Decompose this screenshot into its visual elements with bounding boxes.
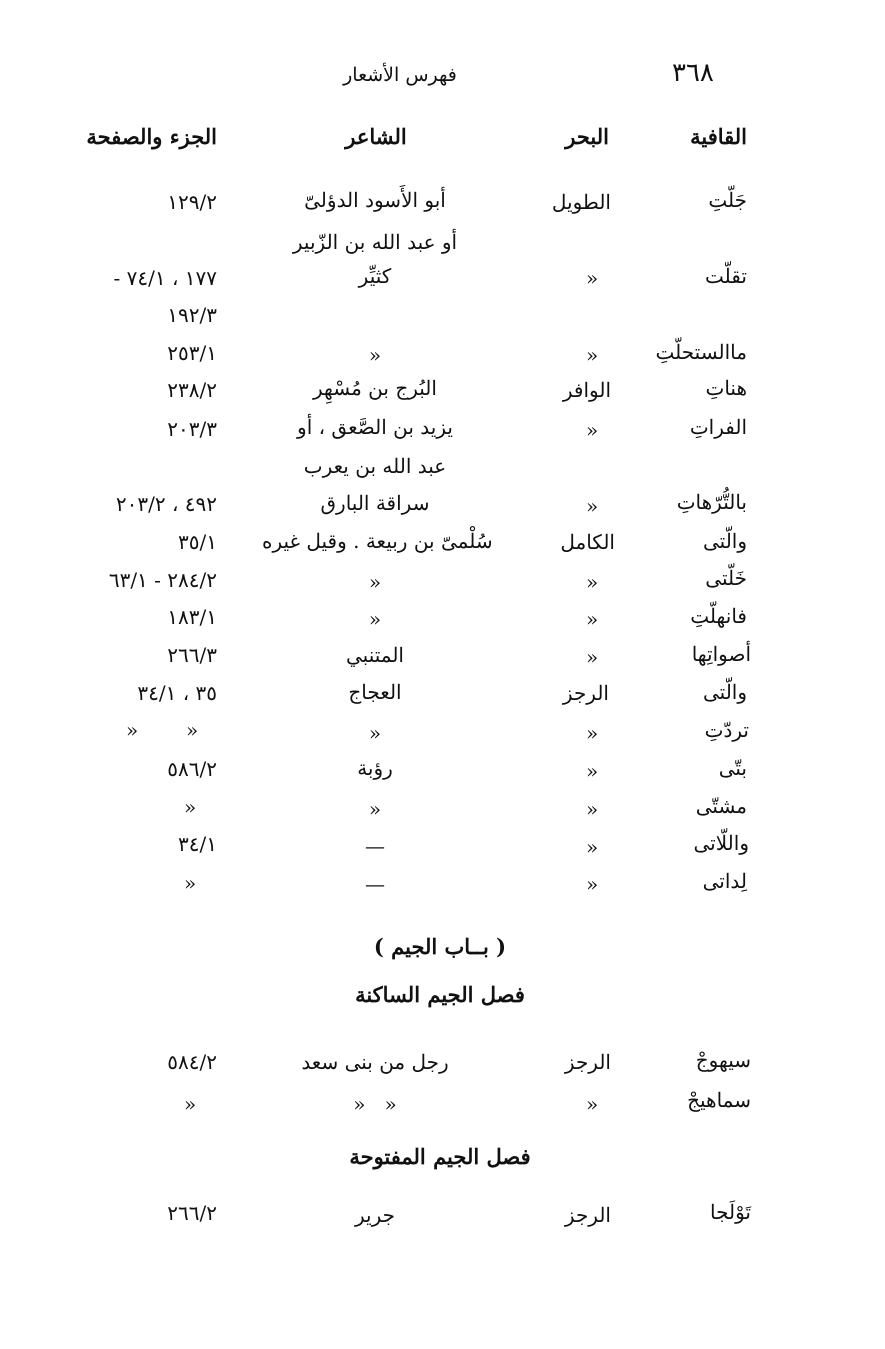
ref-cell: ٣٥ ، ٣٤/١ — [137, 681, 217, 705]
rhyme-cell: بالتُّرّهاتِ — [676, 490, 747, 514]
meter-cell: الكامل — [560, 530, 615, 554]
rhyme-cell: تَوْلَجا — [710, 1200, 751, 1224]
column-header-ref: الجزء والصفحة — [86, 124, 217, 149]
meter-cell: » — [586, 494, 599, 518]
ref-cell: ٣٤/١ — [178, 832, 217, 856]
meter-cell: » — [586, 797, 599, 821]
ref-cell: ٥٨٤/٢ — [167, 1050, 217, 1074]
ref-cell: » — [184, 795, 197, 819]
meter-cell: » — [586, 835, 599, 859]
poet-cell: سراقة البارق — [320, 491, 430, 515]
poet-cell: » — [368, 721, 382, 745]
poet-cell: العجاج — [348, 680, 402, 704]
rhyme-cell: الفراتِ — [689, 415, 747, 439]
poet-cell: — — [365, 834, 385, 858]
ref-cell: » — [186, 718, 199, 742]
meter-cell: » — [586, 645, 599, 669]
meter-cell: » — [586, 759, 599, 783]
meter-cell: » — [586, 266, 599, 290]
meter-cell: الطويل — [551, 190, 611, 214]
poet-cell: رجل من بنى سعد — [301, 1050, 449, 1074]
rhyme-cell: لِداتى — [702, 869, 747, 893]
meter-cell: » — [586, 1092, 599, 1116]
ref-cell: ٢٨٤/٢ - ٦٣/١ — [108, 568, 217, 592]
poet-cell: يزيد بن الصَّعق ، أو — [297, 415, 453, 439]
ref-cell: » — [126, 718, 139, 742]
section-title-fasl-maftuha: فصل الجيم المفتوحة — [349, 1144, 531, 1169]
ref-cell: ٢٣٨/٢ — [167, 378, 217, 402]
poet-cell: عبد الله بن يعرب — [303, 454, 447, 478]
meter-cell: الرجز — [564, 1203, 611, 1227]
section-title-fasl-sakina: فصل الجيم الساكنة — [355, 982, 525, 1007]
meter-cell: الرجز — [562, 681, 609, 705]
ref-cell: ١٨٣/١ — [167, 605, 217, 629]
rhyme-cell: جَلّتِ — [708, 188, 747, 212]
header-title: فهرس الأشعار — [343, 64, 457, 86]
meter-cell: » — [586, 343, 599, 367]
rhyme-cell: سماهيجْ — [687, 1088, 751, 1112]
rhyme-cell: بتّى — [718, 756, 747, 780]
ref-cell: ٢٦٦/٢ — [167, 1201, 217, 1225]
ref-cell: ٣٥/١ — [178, 530, 217, 554]
rhyme-cell: سيهوجْ — [695, 1048, 751, 1072]
rhyme-cell: خَلّتى — [705, 566, 747, 590]
meter-cell: الرجز — [564, 1050, 611, 1074]
ref-cell: ٥٨٦/٢ — [167, 757, 217, 781]
poet-cell: أبو الأَسود الدؤلىّ — [304, 188, 446, 212]
poet-cell: — — [365, 872, 385, 896]
meter-cell: » — [586, 872, 599, 896]
ref-cell: » — [184, 1092, 197, 1116]
poet-cell: » — [368, 343, 382, 367]
poet-cell: جرير — [355, 1203, 395, 1227]
column-header-poet: الشاعر — [345, 124, 407, 149]
rhyme-cell: والّتى — [702, 529, 747, 553]
poet-cell: المتنبي — [346, 643, 404, 667]
section-title-bab: ( بــاب الجيم ) — [373, 934, 507, 959]
rhyme-cell: واللّاتى — [693, 831, 749, 855]
poet-cell: أو عبد الله بن الزّبير — [292, 230, 458, 254]
poet-cell: رؤبة — [357, 756, 393, 780]
rhyme-cell: والّتى — [702, 680, 747, 704]
column-header-rhyme: القافية — [690, 124, 747, 149]
ref-cell: ١٢٩/٢ — [167, 190, 217, 214]
poet-cell: » — [368, 607, 382, 631]
ref-cell: ٢٦٦/٣ — [167, 643, 217, 667]
rhyme-cell: أصواتِها — [691, 642, 751, 666]
ref-cell: - ١٧٧ ، ٧٤/١ — [113, 266, 217, 290]
column-header-meter: البحر — [565, 124, 609, 149]
meter-cell: » — [586, 721, 599, 745]
meter-cell: » — [586, 607, 599, 631]
ref-cell: ٢٥٣/١ — [167, 341, 217, 365]
meter-cell: » — [586, 570, 599, 594]
page-number: ٣٦٨ — [672, 58, 714, 88]
ref-cell: ٢٠٣/٣ — [167, 417, 217, 441]
rhyme-cell: تردّتِ — [704, 718, 749, 742]
rhyme-cell: هناتِ — [705, 376, 747, 400]
rhyme-cell: مشتّى — [695, 794, 747, 818]
ref-cell: ٤٩٢ ، ٢٠٣/٢ — [115, 492, 217, 516]
rhyme-cell: ماالستحلّتِ — [655, 340, 747, 364]
poet-cell: » — [368, 797, 382, 821]
poet-cell: » — [368, 570, 382, 594]
ref-cell: » — [184, 871, 197, 895]
poet-cell: » » — [353, 1092, 397, 1116]
ref-cell: ١٩٢/٣ — [167, 303, 217, 327]
poet-cell: سُلْمىّ بن ربيعة . وقيل غيره — [262, 529, 493, 553]
rhyme-cell: تقلّت — [705, 264, 747, 288]
meter-cell: » — [586, 418, 599, 442]
poet-cell: كثيِّر — [358, 264, 392, 288]
poet-cell: البُرج بن مُسْهِر — [313, 376, 437, 400]
meter-cell: الوافر — [562, 378, 611, 402]
rhyme-cell: فانهلّتِ — [690, 604, 747, 628]
